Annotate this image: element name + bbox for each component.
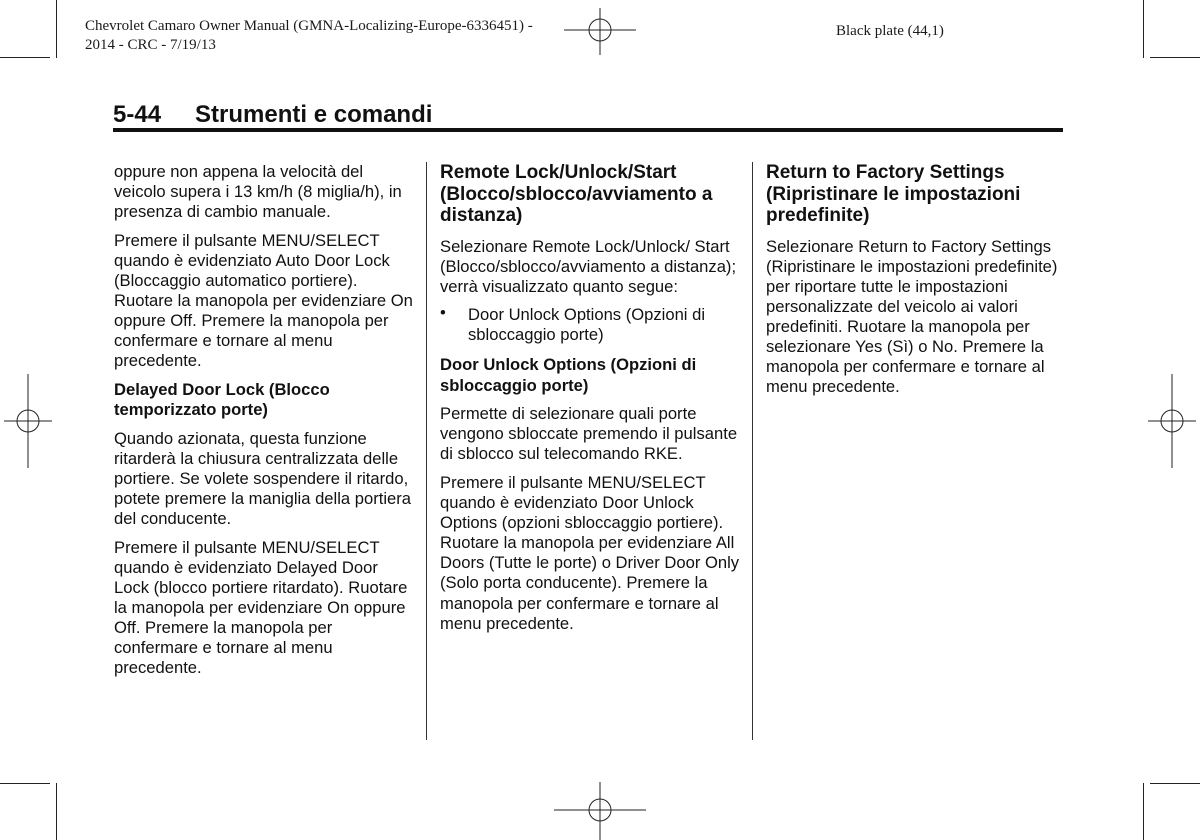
page-number: 5-44 [113, 101, 162, 128]
paragraph: Quando azionata, questa funzione ritarderà la chiusura centralizzata delle portiere. Se volete sospendere il ritardo, potete premere la maniglia della portiera del conducente. [114, 428, 412, 528]
crop-mark-top-right-v [1143, 0, 1144, 58]
bullet-icon: • [440, 303, 446, 323]
column-2 [440, 162, 740, 642]
paragraph: Premere il pulsante MENU/SELECT quando è evidenziato Auto Door Lock (Bloccaggio automatico portiere). Ruotare la manopola per evidenziare On oppure Off. Premere la manopola per confermare e tornare al menu precedente. [114, 230, 413, 371]
registration-mark-right-icon [1144, 374, 1200, 468]
paragraph: Premere il pulsante MENU/SELECT quando è evidenziato Delayed Door Lock (blocco portiere ritardato). Ruotare la manopola per evidenziare On oppure Off. Premere la manopola per confermare e tornare al menu precedente. [114, 537, 408, 678]
column-divider-1 [426, 162, 427, 740]
crop-mark-bottom-left-h [0, 783, 50, 784]
paragraph: Selezionare Return to Factory Settings (Ripristinare le impostazioni predefinite) per riportare tutte le impostazioni personalizzate del veicolo ai valori predefiniti. Ruotare la manopola per selezionare Yes (Sì) o No. Premere la manopola per confermare e tornare al menu precedente. [766, 236, 1058, 397]
crop-mark-bottom-right-h [1150, 783, 1200, 784]
registration-mark-top-icon [564, 0, 636, 58]
paragraph: Selezionare Remote Lock/Unlock/ Start (Blocco/sblocco/avviamento a distanza); verrà visualizzato quanto segue: [440, 236, 737, 296]
paragraph: oppure non appena la velocità del veicolo supera i 13 km/h (8 miglia/h), in presenza di cambio manuale. [114, 162, 402, 222]
print-header [85, 17, 533, 55]
registration-mark-left-icon [0, 374, 56, 468]
column-1 [114, 162, 414, 687]
subheading: Delayed Door Lock (Blocco temporizzato porte) [114, 379, 330, 420]
crop-mark-top-left-h [0, 57, 50, 58]
print-header-line1: Chevrolet Camaro Owner Manual (GMNA-Localizing-Europe-6336451) - [85, 18, 533, 34]
heading-rule [113, 128, 1063, 132]
column-3 [766, 162, 1066, 406]
column-divider-2 [752, 162, 753, 740]
bullet-text: Door Unlock Options (Opzioni di sbloccaggio porte) [468, 305, 706, 345]
crop-mark-top-left-v [56, 0, 57, 58]
print-header-line2: 2014 - CRC - 7/19/13 [85, 37, 216, 53]
page-title: Strumenti e comandi [195, 101, 433, 128]
bullet-item [440, 305, 740, 345]
paragraph: Premere il pulsante MENU/SELECT quando è evidenziato Door Unlock Options (opzioni sbloccaggio portiere). Ruotare la manopola per evidenziare All Doors (Tutte le porte) o Driver Door Only (Solo porta conducente). Premere la manopola per confermare e tornare al menu precedente. [440, 472, 740, 633]
section-heading: Remote Lock/Unlock/Start (Blocco/sblocco/avviamento a distanza) [440, 162, 713, 226]
plate-label: Black plate (44,1) [836, 23, 944, 39]
page-heading [113, 100, 1063, 130]
subheading: Door Unlock Options (Opzioni di sbloccaggio porte) [440, 355, 697, 395]
crop-mark-bottom-left-v [56, 783, 57, 840]
crop-mark-bottom-right-v [1143, 783, 1144, 840]
paragraph: Permette di selezionare quali porte vengono sbloccate premendo il pulsante di sblocco sul telecomando RKE. [440, 404, 738, 464]
crop-mark-top-right-h [1150, 57, 1200, 58]
section-heading: Return to Factory Settings (Ripristinare le impostazioni predefinite) [766, 162, 1021, 226]
registration-mark-bottom-icon [554, 782, 646, 840]
